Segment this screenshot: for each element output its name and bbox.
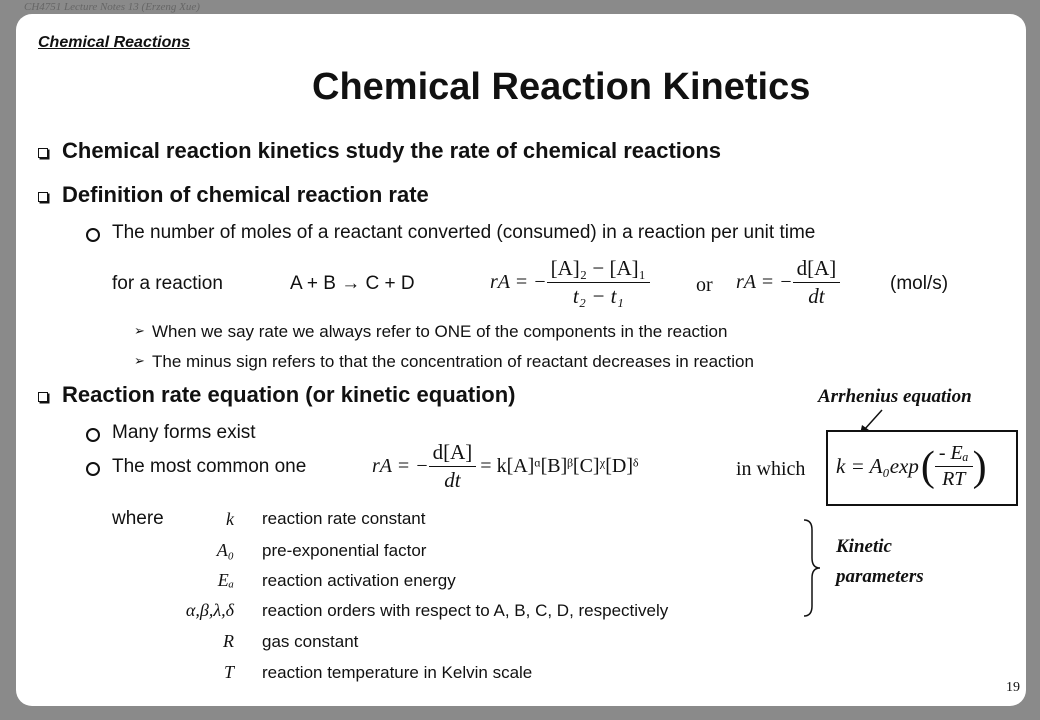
arrow-note-1: When we say rate we always refer to ONE of the components in the reaction — [152, 322, 728, 341]
kinetic-numerator: d[A] — [429, 440, 477, 467]
slide-title: Chemical Reaction Kinetics — [312, 66, 811, 108]
param-symbol: α,β,λ,δ — [185, 600, 234, 620]
bullet-3-sub-1: Many forms exist — [112, 422, 256, 443]
rate-numerator: d[A] — [793, 256, 841, 283]
bullet-3-sub-2: The most common one — [112, 456, 307, 477]
rate-numerator: [A]₂ − [A]₁ — [547, 256, 650, 283]
param-symbol: k — [226, 509, 234, 529]
kinetic-label-line-2: parameters — [836, 566, 924, 587]
param-description: reaction orders with respect to A, B, C, D, respectively — [262, 601, 669, 620]
arrow-note-2: The minus sign refers to that the concentration of reactant decreases in reaction — [152, 352, 754, 371]
kinetic-equation — [372, 440, 638, 493]
rate-denominator: dt — [808, 284, 825, 308]
circle-bullet-icon — [86, 462, 100, 476]
arrow-bullet-icon: ➢ — [134, 353, 145, 368]
param-symbol: A₀ — [216, 540, 234, 560]
rate-denominator: t₂ − t₁ — [572, 284, 624, 308]
arrhenius-numerator: - Eₐ — [935, 442, 973, 467]
rate-lhs: rA = − — [490, 271, 547, 293]
param-description: reaction activation energy — [262, 571, 456, 590]
in-which-label: in which — [736, 458, 806, 480]
bullet-3: Reaction rate equation (or kinetic equation) — [62, 382, 516, 407]
param-symbol: T — [223, 662, 234, 682]
param-description: reaction temperature in Kelvin scale — [262, 663, 533, 682]
units-label: (mol/s) — [890, 273, 949, 294]
param-symbol: R — [223, 631, 234, 651]
circle-bullet-icon — [86, 228, 100, 242]
or-label: or — [696, 274, 713, 296]
rate-fraction — [547, 256, 650, 309]
circle-bullet-icon — [86, 428, 100, 442]
arrhenius-fraction — [935, 442, 973, 491]
rate-equation-finite — [490, 256, 650, 309]
reaction-equation: A + B → C + D — [290, 273, 415, 294]
arrow-bullet-icon: ➢ — [134, 323, 145, 338]
for-reaction-label: for a reaction — [112, 273, 223, 294]
right-brace-icon — [800, 518, 824, 618]
page-number: 19 — [1006, 680, 1020, 695]
arrhenius-lhs: k = A₀exp — [836, 454, 919, 478]
square-bullet-icon — [38, 148, 48, 158]
param-description: reaction rate constant — [262, 509, 426, 528]
param-description: pre-exponential factor — [262, 541, 427, 560]
header-note: CH4751 Lecture Notes 13 (Erzeng Xue) — [24, 1, 200, 13]
param-description: gas constant — [262, 632, 359, 651]
square-bullet-icon — [38, 192, 48, 202]
kinetic-fraction — [429, 440, 477, 493]
section-tag: Chemical Reactions — [38, 34, 191, 51]
right-paren: ) — [972, 443, 987, 490]
rate-equation-derivative — [736, 256, 840, 309]
bullet-1: Chemical reaction kinetics study the rate of chemical reactions — [62, 138, 722, 163]
bullet-2: Definition of chemical reaction rate — [62, 182, 429, 207]
arrhenius-equation — [836, 442, 987, 491]
kinetic-lhs: rA = − — [372, 455, 429, 477]
param-symbol: Eₐ — [217, 570, 234, 590]
left-paren: ( — [920, 443, 935, 490]
arrhenius-denominator: RT — [942, 468, 966, 490]
bullet-2-sub: The number of moles of a reactant converted (consumed) in a reaction per unit time — [112, 222, 816, 243]
rate-lhs: rA = − — [736, 271, 793, 293]
arrhenius-equation-box — [826, 430, 1018, 506]
where-label: where — [112, 508, 164, 529]
kinetic-rhs: = k[A]ᵅ[B]ᵝ[C]ᵡ[D]ᵟ — [480, 455, 639, 477]
rate-fraction — [793, 256, 841, 309]
square-bullet-icon — [38, 392, 48, 402]
kinetic-label-line-1: Kinetic — [836, 536, 892, 557]
arrhenius-label: Arrhenius equation — [818, 386, 972, 407]
kinetic-denominator: dt — [444, 468, 461, 492]
